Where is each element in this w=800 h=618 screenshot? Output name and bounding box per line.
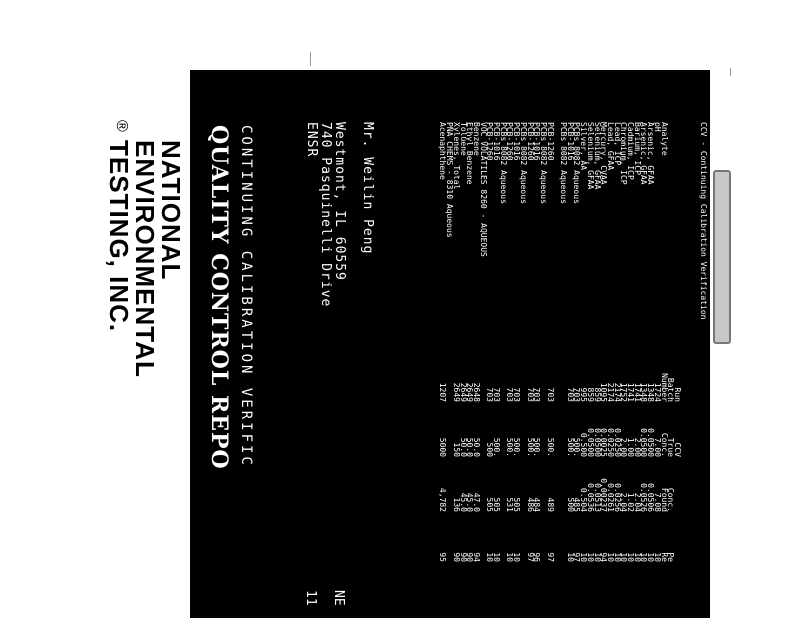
- table-row: [499, 122, 506, 562]
- true-conc-cell: 50.0: [471, 437, 481, 457]
- percent-cell: 97: [525, 552, 535, 562]
- percent-cell: 10: [639, 552, 649, 562]
- registered-mark: ®: [113, 120, 130, 132]
- found-cell: 1.02: [626, 492, 636, 512]
- analyte-cell: PCBs 8082 Aqueous: [498, 122, 508, 204]
- percent-cell: 94: [599, 552, 609, 562]
- true-conc-cell: 0.0250: [605, 428, 615, 457]
- batch-cell: 703: [545, 387, 555, 402]
- percent-cell: 10: [492, 552, 502, 562]
- found-cell: 486: [525, 497, 535, 512]
- footer-note: CCV - Continuing Calibration Verification: [699, 122, 708, 320]
- true-conc-cell: 2.00: [619, 437, 629, 457]
- percent-cell: 10: [605, 552, 615, 562]
- found-cell: 531: [505, 497, 515, 512]
- true-conc-cell: 50.0: [465, 437, 475, 457]
- batch-cell: 1095: [599, 382, 609, 402]
- company-name-line-1: NATIONAL: [156, 140, 186, 281]
- percent-cell: 90: [465, 552, 475, 562]
- found-cell: 489: [545, 497, 555, 512]
- true-conc-cell: 0.0500: [592, 428, 602, 457]
- found-cell: 0.0256: [612, 483, 622, 512]
- found-cell: 0.00237: [599, 478, 609, 512]
- true-conc-cell: 500.: [505, 437, 515, 457]
- table-row: [539, 122, 546, 562]
- percent-cell: 90: [458, 552, 468, 562]
- analyte-cell: PCB-1260: [545, 122, 555, 161]
- true-conc-cell: 500.: [492, 437, 502, 457]
- true-conc-cell: 500: [485, 442, 495, 457]
- date-field: 11: [303, 590, 318, 606]
- batch-cell: 2649: [465, 382, 475, 402]
- analyte-cell: PCBs 8082 Aqueous: [518, 122, 528, 204]
- batch-cell: 1741: [626, 382, 636, 402]
- percent-cell: 10: [592, 552, 602, 562]
- col-header-percent: Pe Re: [659, 552, 676, 562]
- batch-cell: 1207: [438, 382, 448, 402]
- analyte-cell: PCB-1016: [532, 122, 542, 161]
- percent-cell: 97: [572, 552, 582, 562]
- analyte-cell: Toluene: [458, 122, 468, 156]
- found-cell: 505: [512, 497, 522, 512]
- client-attention: Mr. Weilin Peng: [360, 122, 375, 255]
- found-cell: 2.04: [632, 492, 642, 512]
- found-cell: 7.08: [652, 492, 662, 512]
- batch-cell: 1348: [646, 382, 656, 402]
- analyte-cell: pH: [652, 122, 662, 132]
- results-table: [439, 122, 680, 562]
- found-cell: 0.0506: [646, 483, 656, 512]
- analyte-cell: PCBs 8082 Aqueous: [572, 122, 582, 204]
- percent-cell: 10: [626, 552, 636, 562]
- found-cell: 484: [532, 497, 542, 512]
- scan-mark: [310, 52, 311, 66]
- analyte-cell: Selenium, GFAA: [592, 122, 602, 190]
- batch-cell: 2649: [451, 382, 461, 402]
- col-header-batch: Run Batch Number: [659, 373, 682, 402]
- analyte-cell: Arsenic, GFAA: [646, 122, 656, 185]
- results-table-wrapper: [380, 70, 710, 618]
- scan-mark: [730, 68, 731, 76]
- found-cell: 47.0: [471, 492, 481, 512]
- true-conc-cell: 500.: [545, 437, 555, 457]
- analyte-cell: Benzene: [471, 122, 481, 156]
- found-cell: 136: [451, 497, 461, 512]
- percent-cell: 10: [612, 552, 622, 562]
- analyte-cell: Cadmium, ICP: [626, 122, 636, 180]
- batch-cell: 703: [512, 387, 522, 402]
- analyte-cell: Barium, ICP: [632, 122, 642, 175]
- true-conc-cell: 500.: [565, 437, 575, 457]
- true-conc-cell: 500.: [572, 437, 582, 457]
- report-title: QUALITY CONTROL REPO: [206, 125, 232, 470]
- found-cell: 0.0261: [605, 483, 615, 512]
- analyte-cell: PCB-1016: [492, 122, 502, 161]
- analyte-cell: Chromium, ICP: [619, 122, 629, 185]
- found-cell: 2.04: [619, 492, 629, 512]
- percent-cell: 10: [619, 552, 629, 562]
- scanned-document: [98, 70, 710, 618]
- analyte-cell: PCB-1016: [512, 122, 522, 161]
- company-name: [106, 140, 184, 378]
- analyte-cell: Lead, GFAA: [605, 122, 615, 171]
- project-field: NE: [331, 590, 346, 606]
- analyte-cell: PNA CHEMS - 8310 Aqueous: [445, 122, 455, 238]
- analyte-cell: PCBs 8082 Aqueous: [538, 122, 548, 204]
- analyte-cell: Ethyl Benzene: [465, 122, 475, 185]
- analyte-cell: Selenium, GFAA: [585, 122, 595, 190]
- true-conc-cell: 0.0500: [646, 428, 656, 457]
- percent-cell: 94: [471, 552, 481, 562]
- batch-cell: 1741: [632, 382, 642, 402]
- found-cell: 0.504: [579, 487, 589, 512]
- client-address-1: ENSR: [304, 122, 319, 158]
- analyte-cell: Arsenic, GFAA: [639, 122, 649, 185]
- analyte-cell: VOC VOLATILES 8260 - AQUEOUS: [478, 122, 488, 257]
- batch-cell: 703: [485, 387, 495, 402]
- batch-cell: 995: [579, 387, 589, 402]
- col-header-true-conc: CCV True Conc.: [659, 432, 682, 457]
- percent-cell: 10: [579, 552, 589, 562]
- true-conc-cell: 500.: [532, 437, 542, 457]
- analyte-cell: Silver, AA: [579, 122, 589, 171]
- client-address-2: 740 Pasquinelli Drive: [318, 122, 333, 308]
- true-conc-cell: 5000: [438, 437, 448, 457]
- batch-cell: 703: [532, 387, 542, 402]
- report-subtitle: CONTINUING CALIBRATION VERIFIC: [238, 125, 254, 468]
- true-conc-cell: 500.: [512, 437, 522, 457]
- percent-cell: 10: [646, 552, 656, 562]
- true-conc-cell: 150: [451, 442, 461, 457]
- true-conc-cell: 500.: [525, 437, 535, 457]
- batch-cell: 2649: [458, 382, 468, 402]
- found-cell: 45.0: [458, 492, 468, 512]
- true-conc-cell: 0.0500: [639, 428, 649, 457]
- analyte-cell: PCB-1016: [565, 122, 575, 161]
- batch-cell: 2174: [612, 382, 622, 402]
- percent-cell: 10: [512, 552, 522, 562]
- batch-cell: 703: [492, 387, 502, 402]
- analyte-cell: Xylenes, Total: [451, 122, 461, 190]
- batch-cell: 1724: [652, 382, 662, 402]
- batch-cell: 859: [592, 387, 602, 402]
- true-conc-cell: 0.0250: [612, 428, 622, 457]
- true-conc-cell: 7.00: [652, 437, 662, 457]
- analyte-cell: PCB-1260: [525, 122, 535, 161]
- percent-cell: 10: [652, 552, 662, 562]
- col-header-analyte: Analyte: [659, 122, 669, 156]
- percent-cell: 90: [451, 552, 461, 562]
- found-cell: 4,782: [438, 487, 448, 512]
- analyte-cell: PCBs 8082 Aqueous: [559, 122, 569, 204]
- batch-cell: 703: [572, 387, 582, 402]
- true-conc-cell: 50.0: [458, 437, 468, 457]
- batch-cell: 703: [565, 387, 575, 402]
- table-row: [559, 122, 566, 562]
- true-conc-cell: 0.0500: [585, 428, 595, 457]
- batch-cell: 703: [505, 387, 515, 402]
- percent-cell: 97: [545, 552, 555, 562]
- found-cell: 505: [485, 497, 495, 512]
- found-cell: 500: [565, 497, 575, 512]
- analyte-cell: Lead, ICP: [612, 122, 622, 166]
- letterhead: [98, 70, 190, 618]
- found-cell: 45.0: [465, 492, 475, 512]
- found-cell: 0.0536: [585, 483, 595, 512]
- batch-cell: 1752: [619, 382, 629, 402]
- true-conc-cell: 1.00: [626, 437, 636, 457]
- batch-cell: 1348: [639, 382, 649, 402]
- percent-cell: 10: [585, 552, 595, 562]
- company-name-line-3: TESTING, INC.: [104, 140, 134, 333]
- table-header-row: [660, 122, 680, 562]
- col-header-found: Conc. Found: [659, 487, 676, 512]
- true-conc-cell: 2.00: [632, 437, 642, 457]
- batch-cell: 2648: [471, 382, 481, 402]
- percent-cell: 95: [438, 552, 448, 562]
- rotated-page: [98, 70, 710, 618]
- company-name-line-2: ENVIRONMENTAL: [130, 140, 160, 378]
- found-cell: 0.0513: [592, 483, 602, 512]
- table-row: [519, 122, 526, 562]
- percent-cell: 96: [532, 552, 542, 562]
- analyte-cell: PCB-1260: [485, 122, 495, 161]
- found-cell: 485: [572, 497, 582, 512]
- analyte-cell: Mercury, CVAA: [599, 122, 609, 185]
- batch-cell: 703: [525, 387, 535, 402]
- batch-cell: 859: [585, 387, 595, 402]
- percent-cell: 10: [505, 552, 515, 562]
- client-address-3: Westmont, IL 60559: [332, 122, 347, 281]
- batch-cell: 2174: [605, 382, 615, 402]
- binder-tab: [713, 170, 731, 344]
- found-cell: 0.0526: [639, 483, 649, 512]
- found-cell: 505: [492, 497, 502, 512]
- percent-cell: 10: [565, 552, 575, 562]
- analyte-cell: Acenaphthene: [438, 122, 448, 180]
- percent-cell: 10: [485, 552, 495, 562]
- true-conc-cell: 0.0025: [599, 428, 609, 457]
- true-conc-cell: 0.500: [579, 432, 589, 457]
- percent-cell: 10: [632, 552, 642, 562]
- analyte-cell: PCB-1260: [505, 122, 515, 161]
